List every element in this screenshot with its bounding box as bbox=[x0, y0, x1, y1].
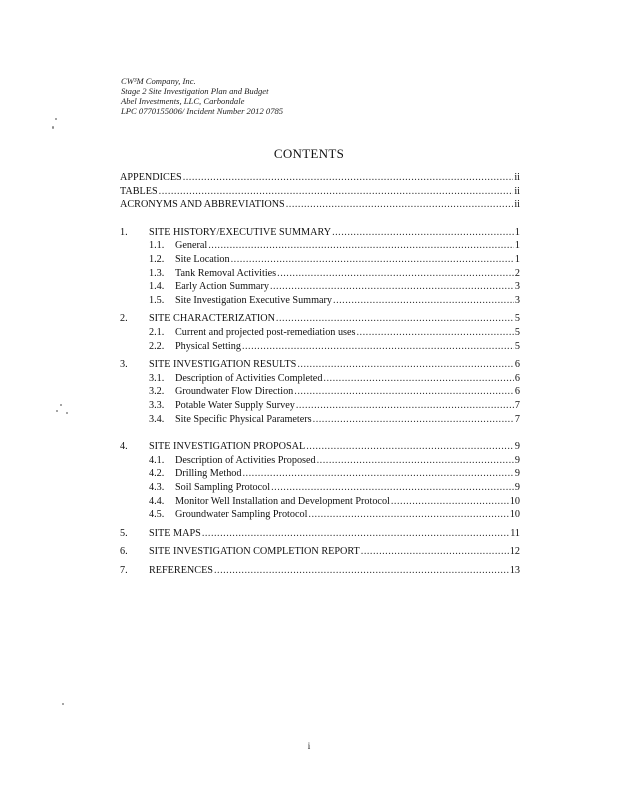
page-title: CONTENTS bbox=[273, 146, 345, 161]
toc-subentry bbox=[120, 254, 520, 267]
toc-entry-number: 2.1. bbox=[149, 327, 165, 338]
toc-entry-page: 9 bbox=[514, 468, 520, 480]
toc-leader-dots bbox=[159, 186, 514, 197]
toc-entry-page: 6 bbox=[514, 372, 520, 384]
toc-entry-page: 7 bbox=[514, 413, 520, 425]
toc-entry bbox=[120, 172, 520, 185]
header-client: Abel Investments, LLC, Carbondale bbox=[121, 96, 245, 106]
document-header bbox=[121, 76, 283, 116]
toc-subentry bbox=[120, 455, 520, 468]
toc-leader-dots bbox=[202, 528, 509, 539]
toc-entry-label: ACRONYMS AND ABBREVIATIONS bbox=[120, 199, 285, 211]
toc-leader-dots bbox=[270, 281, 514, 292]
toc-entry-label: REFERENCES bbox=[149, 565, 213, 576]
toc-entry-page: 12 bbox=[509, 546, 520, 558]
toc-subentry bbox=[120, 240, 520, 253]
scan-speck bbox=[66, 412, 68, 414]
toc-subentry bbox=[120, 482, 520, 495]
toc-entry-number: 7. bbox=[120, 565, 128, 576]
toc-subentry bbox=[120, 414, 520, 427]
toc-entry-label: Description of Activities Proposed bbox=[175, 454, 316, 466]
toc-subentry bbox=[120, 468, 520, 481]
toc-entry-page: 9 bbox=[514, 441, 520, 453]
toc-leader-dots bbox=[242, 341, 514, 352]
toc-subentry bbox=[120, 400, 520, 413]
toc-entry-label: SITE MAPS bbox=[149, 527, 201, 539]
toc-entry-number: 3.4. bbox=[149, 413, 165, 425]
scan-speck bbox=[60, 404, 62, 406]
toc-entry-label: Potable Water Supply Survey bbox=[175, 400, 295, 411]
toc-leader-dots bbox=[243, 468, 514, 479]
toc-leader-dots bbox=[357, 327, 514, 338]
toc-entry-label: Soil Sampling Protocol bbox=[175, 482, 271, 493]
toc-entry-page: 7 bbox=[514, 400, 520, 411]
toc-entry-number: 4.2. bbox=[149, 468, 165, 480]
toc-leader-dots bbox=[317, 455, 514, 466]
toc-entry-page: 2 bbox=[514, 267, 520, 279]
toc-subentry bbox=[120, 373, 520, 386]
toc-entry-number: 1.1. bbox=[149, 240, 165, 252]
toc-leader-dots bbox=[297, 359, 514, 370]
toc-entry-page: 11 bbox=[510, 527, 520, 539]
toc-entry-page: ii bbox=[514, 172, 520, 183]
scan-speck bbox=[55, 118, 57, 120]
toc-entry-number: 4.3. bbox=[149, 482, 165, 493]
toc-entry-label: Site Investigation Executive Summary bbox=[175, 294, 333, 306]
toc-entry-page: 3 bbox=[514, 281, 520, 293]
toc-entry-page: 13 bbox=[509, 565, 520, 576]
toc-entry-page: 9 bbox=[514, 482, 520, 493]
toc-entry-page: 1 bbox=[514, 240, 520, 252]
toc-entry-label: Groundwater Flow Direction bbox=[175, 386, 294, 398]
header-incident: LPC 0770155006/ Incident Number 2012 0785 bbox=[121, 106, 284, 116]
toc-entry bbox=[120, 227, 520, 240]
toc-entry-page: 3 bbox=[514, 294, 520, 306]
toc-leader-dots bbox=[231, 254, 514, 265]
toc-entry-label: Monitor Well Installation and Development Protocol bbox=[175, 495, 390, 507]
toc-entry-label: SITE INVESTIGATION RESULTS bbox=[149, 359, 297, 371]
toc-entry bbox=[120, 199, 520, 212]
toc-entry-number: 3.2. bbox=[149, 386, 165, 398]
toc-entry-label: SITE INVESTIGATION COMPLETION REPORT bbox=[149, 546, 360, 558]
toc-leader-dots bbox=[361, 546, 509, 557]
toc-entry-label: Early Action Summary bbox=[175, 281, 269, 293]
toc-subentry bbox=[120, 341, 520, 354]
toc-entry-page: 6 bbox=[514, 386, 520, 398]
toc-entry-number: 3. bbox=[120, 359, 128, 371]
toc-entry-label: APPENDICES bbox=[120, 172, 182, 183]
header-company: CW³M Company, Inc. bbox=[121, 76, 196, 86]
toc-leader-dots bbox=[308, 509, 508, 520]
toc-entry-label: Physical Setting bbox=[175, 340, 241, 352]
toc-entry-label: Site Specific Physical Parameters bbox=[175, 413, 312, 425]
toc-entry-page: 5 bbox=[514, 340, 520, 352]
toc-leader-dots bbox=[332, 227, 514, 238]
toc-entry bbox=[120, 359, 520, 372]
toc-entry-label: Site Location bbox=[175, 254, 230, 265]
toc-entry-number: 1.2. bbox=[149, 254, 165, 265]
toc-entry-label: Tank Removal Activities bbox=[175, 267, 277, 279]
toc-subentry bbox=[120, 509, 520, 522]
toc-entry-label: Description of Activities Completed bbox=[175, 372, 323, 384]
toc-entry-label: SITE HISTORY/EXECUTIVE SUMMARY bbox=[149, 226, 332, 238]
toc-entry bbox=[120, 441, 520, 454]
toc-entry-page: 5 bbox=[514, 313, 520, 325]
toc-entry-page: 1 bbox=[514, 226, 520, 238]
toc-entry-label: SITE INVESTIGATION PROPOSAL bbox=[149, 441, 306, 453]
toc-leader-dots bbox=[208, 240, 514, 251]
toc-entry-number: 5. bbox=[120, 527, 128, 539]
toc-leader-dots bbox=[183, 172, 514, 183]
toc-entry-page: 5 bbox=[514, 327, 520, 338]
toc-entry bbox=[120, 528, 520, 541]
toc-entry-number: 4. bbox=[120, 441, 128, 453]
toc-leader-dots bbox=[296, 400, 514, 411]
page-number: i bbox=[307, 741, 311, 751]
toc-leader-dots bbox=[277, 268, 514, 279]
toc-subentry bbox=[120, 496, 520, 509]
toc-leader-dots bbox=[276, 313, 514, 324]
toc-leader-dots bbox=[286, 199, 514, 210]
toc-entry-page: 6 bbox=[514, 359, 520, 371]
toc-entry-page: ii bbox=[514, 199, 520, 211]
toc-entry-page: 9 bbox=[514, 454, 520, 466]
toc-leader-dots bbox=[271, 482, 514, 493]
toc-entry-label: Current and projected post-remediation uses bbox=[175, 327, 356, 338]
toc-entry-number: 1.5. bbox=[149, 294, 165, 306]
toc-leader-dots bbox=[214, 565, 509, 576]
toc-entry-number: 3.1. bbox=[149, 372, 165, 384]
toc-leader-dots bbox=[313, 414, 514, 425]
scan-speck bbox=[52, 126, 54, 129]
toc-entry-label: SITE CHARACTERIZATION bbox=[149, 313, 275, 325]
toc-entry-label: Groundwater Sampling Protocol bbox=[175, 509, 308, 521]
toc-entry-label: Drilling Method bbox=[175, 468, 242, 480]
toc-subentry bbox=[120, 327, 520, 340]
toc-entry-label: General bbox=[175, 240, 208, 252]
toc-entry-number: 3.3. bbox=[149, 400, 165, 411]
toc-entry-number: 4.1. bbox=[149, 454, 165, 466]
toc-entry-number: 1.3. bbox=[149, 267, 165, 279]
toc-entry-page: 10 bbox=[509, 495, 520, 507]
toc-entry-number: 2. bbox=[120, 313, 128, 325]
toc-leader-dots bbox=[294, 386, 514, 397]
toc-subentry bbox=[120, 281, 520, 294]
toc-entry-page: 10 bbox=[509, 509, 520, 521]
toc-entry bbox=[120, 313, 520, 326]
toc-entry-number: 2.2. bbox=[149, 340, 165, 352]
toc-subentry bbox=[120, 268, 520, 281]
scan-speck bbox=[62, 703, 64, 705]
toc-subentry bbox=[120, 386, 520, 399]
toc-entry-number: 4.4. bbox=[149, 495, 165, 507]
toc-subentry bbox=[120, 295, 520, 308]
toc-entry-label: TABLES bbox=[120, 185, 158, 197]
toc-entry bbox=[120, 565, 520, 578]
toc-entry-page: 1 bbox=[514, 254, 520, 265]
toc-leader-dots bbox=[391, 496, 509, 507]
toc-leader-dots bbox=[323, 373, 513, 384]
toc-entry-number: 1. bbox=[120, 226, 128, 238]
toc-leader-dots bbox=[306, 441, 514, 452]
scan-speck bbox=[56, 410, 58, 412]
toc-entry-number: 6. bbox=[120, 546, 128, 558]
toc-entry bbox=[120, 186, 520, 199]
toc-leader-dots bbox=[333, 295, 514, 306]
header-document-title: Stage 2 Site Investigation Plan and Budget bbox=[121, 86, 269, 96]
toc-entry bbox=[120, 546, 520, 559]
toc-entry-page: ii bbox=[514, 185, 520, 197]
toc-entry-number: 4.5. bbox=[149, 509, 165, 521]
toc-entry-number: 1.4. bbox=[149, 281, 165, 293]
